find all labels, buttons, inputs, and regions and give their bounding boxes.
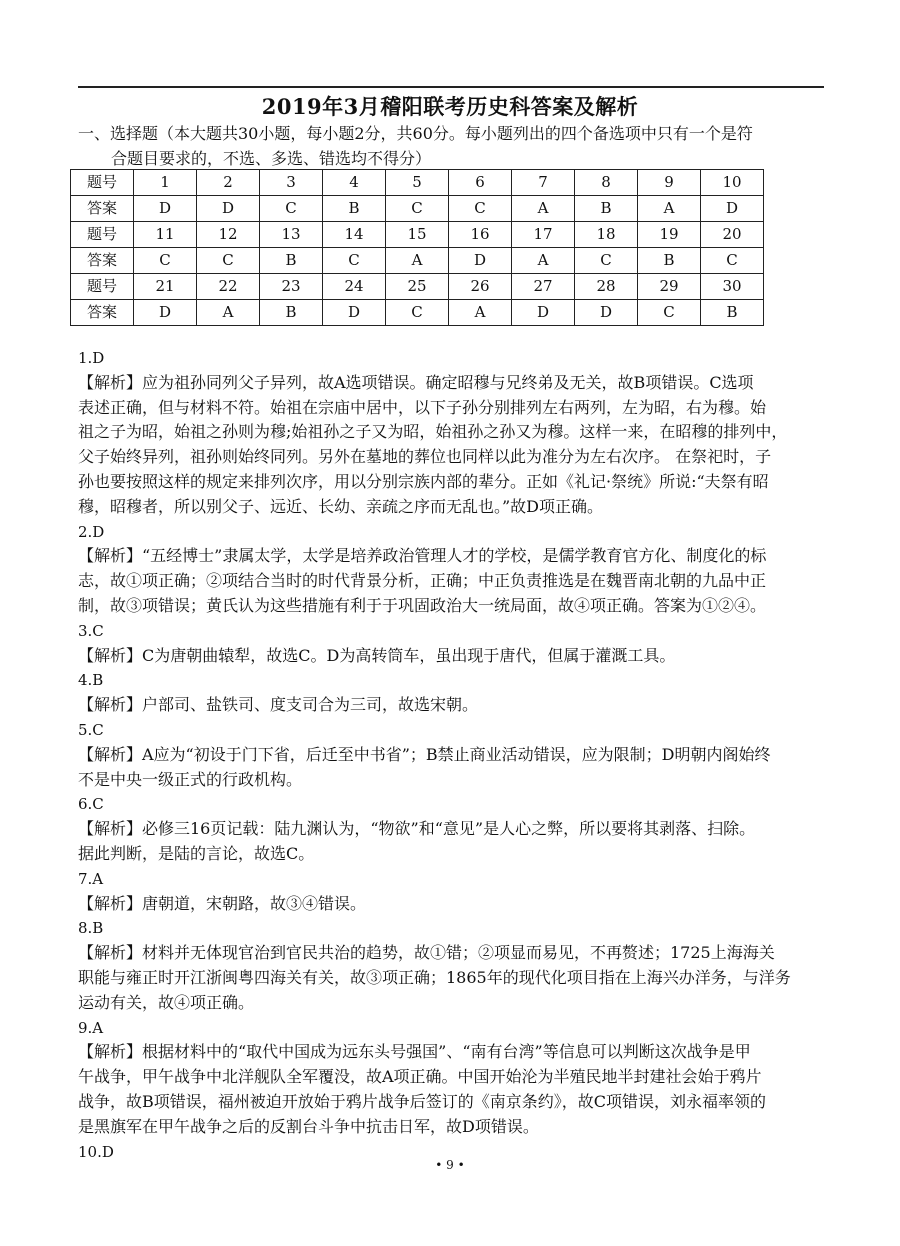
answer-cell: B	[701, 300, 764, 326]
row-header-answer: 答案	[71, 196, 134, 222]
answer-cell: C	[386, 196, 449, 222]
explanation-line: 不是中央一级正式的行政机构。	[78, 769, 303, 789]
question-number-cell: 22	[197, 274, 260, 300]
section-instructions	[78, 121, 828, 171]
answer-cell: A	[197, 300, 260, 326]
explanation-line: 祖之子为昭，始祖之孙则为穆;始祖孙之子又为昭，始祖孙之孙又为穆。这样一来，在昭穆的排列中，	[78, 422, 788, 442]
row-header-answer: 答案	[71, 300, 134, 326]
question-number-cell: 3	[260, 170, 323, 196]
explanation-line: 表述正确，但与材料不符。始祖在宗庙中居中，以下子孙分别排列左右两列，左为昭，右为穆。始	[78, 397, 767, 417]
explanation-line: 【解析】根据材料中的“取代中国成为远东头号强国”、“南有台湾”等信息可以判断这次战争是甲	[78, 1042, 751, 1062]
explanation-line: 【解析】应为祖孙同列父子异列，故A选项错误。确定昭穆与兄终弟及无关，故B项错误。C选项	[78, 372, 754, 392]
explanation-line: 【解析】“五经博士”隶属太学，太学是培养政治管理人才的学校，是儒学教育官方化、制度化的标	[78, 546, 767, 566]
row-header-number: 题号	[71, 170, 134, 196]
page-number: • 9 •	[435, 1158, 465, 1172]
question-number-cell: 28	[575, 274, 638, 300]
row-header-number: 题号	[71, 274, 134, 300]
explanation-line: 【解析】A应为“初设于门下省，后迁至中书省”；B禁止商业活动错误，应为限制；D明朝内阁始终	[78, 744, 771, 764]
row-header-number: 题号	[71, 222, 134, 248]
answer-cell: C	[260, 196, 323, 222]
table-row-answers	[71, 196, 764, 222]
row-header-answer: 答案	[71, 248, 134, 274]
explanation-line: 父子始终异列，祖孙则始终同列。另外在墓地的葬位也同样以此为准分为左右次序。 在祭祀时，子	[78, 447, 772, 467]
answer-cell: C	[134, 248, 197, 274]
question-number-cell: 9	[638, 170, 701, 196]
item-number: 9.A	[78, 1018, 104, 1037]
answer-cell: C	[386, 300, 449, 326]
explanation-line: 职能与雍正时开江浙闽粤四海关有关，故③项正确；1865年的现代化项目指在上海兴办洋务，与洋务	[78, 967, 791, 987]
answer-cell: C	[323, 248, 386, 274]
answer-cell: D	[701, 196, 764, 222]
item-number: 1.D	[78, 349, 105, 367]
table-row-numbers	[71, 274, 764, 300]
explanation-line: 战争，故B项错误，福州被迫开放始于鸦片战争后签订的《南京条约》，故C项错误，刘永福率领的	[78, 1091, 767, 1111]
item-number: 6.C	[78, 795, 104, 814]
question-number-cell: 29	[638, 274, 701, 300]
question-number-cell: 18	[575, 222, 638, 248]
question-number-cell: 21	[134, 274, 197, 300]
answer-cell: C	[197, 248, 260, 274]
page-title: 2019年3月稽阳联考历史科答案及解析	[261, 94, 639, 119]
question-number-cell: 11	[134, 222, 197, 248]
question-number-cell: 20	[701, 222, 764, 248]
item-number: 2.D	[78, 522, 105, 541]
explanation-line: 孙也要按照这样的规定来排列次序，用以分别宗族内部的辈分。正如《礼记·祭统》所说:“夫祭有昭	[78, 471, 769, 491]
instructions-line-1: 一、选择题（本大题共30小题，每小题2分，共60分。每小题列出的四个备选项中只有一个是符	[78, 124, 753, 143]
question-number-cell: 27	[512, 274, 575, 300]
question-number-cell: 8	[575, 170, 638, 196]
answer-cell: B	[575, 196, 638, 222]
answer-cell: D	[512, 300, 575, 326]
answer-table	[70, 169, 764, 326]
explanation-line: 运动有关，故④项正确。	[78, 992, 255, 1012]
question-number-cell: 10	[701, 170, 764, 196]
item-number: 8.B	[78, 919, 104, 938]
answer-cell: B	[260, 248, 323, 274]
table-row-numbers	[71, 170, 764, 196]
answer-cell: B	[260, 300, 323, 326]
answer-cell: D	[449, 248, 512, 274]
answer-cell: D	[134, 196, 197, 222]
answer-cell: C	[449, 196, 512, 222]
question-number-cell: 17	[512, 222, 575, 248]
explanation-line: 【解析】C为唐朝曲辕犁，故选C。D为高转筒车，虽出现于唐代，但属于灌溉工具。	[78, 645, 676, 665]
explanation-line: 【解析】户部司、盐铁司、度支司合为三司，故选宋朝。	[78, 695, 479, 715]
table-row-numbers	[71, 222, 764, 248]
table-row-answers	[71, 248, 764, 274]
answer-cell: C	[638, 300, 701, 326]
explanation-line: 制，故③项错误；黄氏认为这些措施有利于于巩固政治大一统局面，故④项正确。答案为①②④。	[78, 595, 767, 615]
answer-cell: D	[134, 300, 197, 326]
question-number-cell: 24	[323, 274, 386, 300]
item-number: 3.C	[78, 621, 104, 640]
answer-cell: C	[701, 248, 764, 274]
question-number-cell: 25	[386, 274, 449, 300]
question-number-cell: 30	[701, 274, 764, 300]
explanation-line: 穆，昭穆者，所以别父子、远近、长幼、亲疏之序而无乱也。”故D项正确。	[78, 496, 604, 516]
answer-cell: D	[197, 196, 260, 222]
explanation-line: 午战争，甲午战争中北洋舰队全军覆没，故A项正确。中国开始沦为半殖民地半封建社会始于鸦片	[78, 1067, 762, 1087]
item-number: 10.D	[78, 1142, 114, 1161]
question-number-cell: 5	[386, 170, 449, 196]
question-number-cell: 15	[386, 222, 449, 248]
explanation-line: 是黑旗军在甲午战争之后的反割台斗争中抗击日军，故D项错误。	[78, 1116, 539, 1136]
answer-cell: D	[575, 300, 638, 326]
explanation-line: 【解析】唐朝道，宋朝路，故③④错误。	[78, 893, 367, 913]
item-number: 7.A	[78, 869, 104, 888]
question-number-cell: 4	[323, 170, 386, 196]
answer-cell: C	[575, 248, 638, 274]
explanations	[78, 346, 826, 1164]
question-number-cell: 12	[197, 222, 260, 248]
answer-cell: D	[323, 300, 386, 326]
item-number: 5.C	[78, 720, 104, 739]
explanation-line: 【解析】材料并无体现官治到官民共治的趋势，故①错；②项显而易见，不再赘述；1725上海海关	[78, 943, 775, 963]
answer-cell: A	[449, 300, 512, 326]
question-number-cell: 23	[260, 274, 323, 300]
question-number-cell: 2	[197, 170, 260, 196]
question-number-cell: 16	[449, 222, 512, 248]
answer-cell: B	[638, 248, 701, 274]
question-number-cell: 19	[638, 222, 701, 248]
answer-cell: B	[323, 196, 386, 222]
table-row-answers	[71, 300, 764, 326]
question-number-cell: 1	[134, 170, 197, 196]
instructions-line-2: 合题目要求的，不选、多选、错选均不得分）	[111, 149, 432, 168]
answer-cell: A	[386, 248, 449, 274]
answer-cell: A	[512, 248, 575, 274]
question-number-cell: 14	[323, 222, 386, 248]
question-number-cell: 26	[449, 274, 512, 300]
header-rule	[78, 86, 824, 88]
explanation-line: 【解析】必修三16页记载：陆九渊认为，“物欲”和“意见”是人心之弊，所以要将其剥落、扫除。	[78, 819, 756, 839]
explanation-line: 志，故①项正确；②项结合当时的时代背景分析，正确；中正负责推选是在魏晋南北朝的九品中正	[78, 571, 767, 591]
explanation-line: 据此判断，是陆的言论，故选C。	[78, 843, 315, 863]
item-number: 4.B	[78, 671, 104, 690]
answer-cell: A	[512, 196, 575, 222]
question-number-cell: 7	[512, 170, 575, 196]
question-number-cell: 6	[449, 170, 512, 196]
answer-cell: A	[638, 196, 701, 222]
question-number-cell: 13	[260, 222, 323, 248]
